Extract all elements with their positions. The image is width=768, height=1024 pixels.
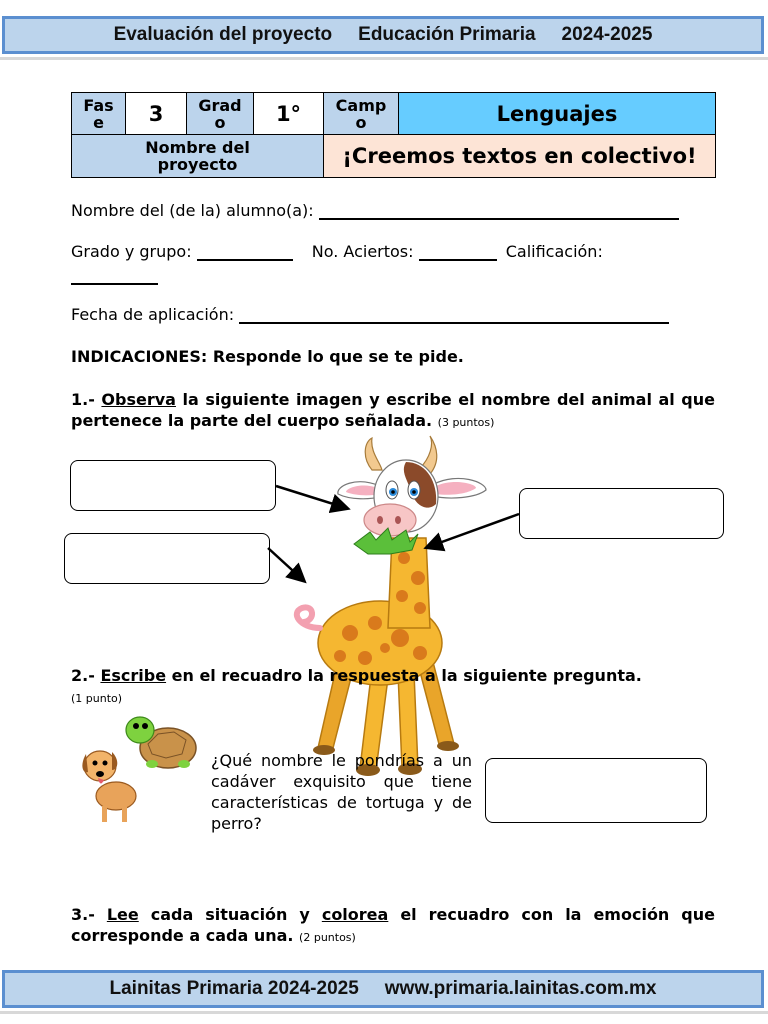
q3-verb-2: colorea bbox=[321, 905, 389, 924]
footer-left: Lainitas Primaria 2024-2025 bbox=[109, 978, 359, 999]
instructions: INDICACIONES: Responde lo que se te pide. bbox=[71, 347, 464, 366]
header-level: Educación Primaria bbox=[358, 24, 536, 45]
grado-value: 1° bbox=[254, 93, 324, 135]
question-3 bbox=[71, 904, 715, 948]
footer-band bbox=[2, 970, 764, 1008]
q2-answer-box[interactable] bbox=[485, 758, 707, 823]
q1-points: (3 puntos) bbox=[437, 416, 495, 429]
correct-label: No. Aciertos: bbox=[311, 242, 414, 261]
q2-text: en el recuadro la respuesta a la siguiente pregunta. bbox=[171, 666, 642, 685]
q3-number: 3.- bbox=[71, 905, 95, 924]
score-label: Calificación: bbox=[505, 242, 603, 261]
project-label: Nombre del proyecto bbox=[72, 135, 324, 178]
fase-value: 3 bbox=[126, 93, 187, 135]
q3-mid-text: cada situación y bbox=[150, 905, 310, 924]
dog-turtle-illustration bbox=[78, 708, 202, 828]
student-name-label: Nombre del (de la) alumno(a): bbox=[71, 201, 314, 220]
grade-group-label: Grado y grupo: bbox=[71, 242, 192, 261]
fase-label: Fas e bbox=[72, 93, 126, 135]
grado-label: Grad o bbox=[187, 93, 254, 135]
q1-text: la siguiente imagen y escribe el nombre del animal al que pertenece la parte del cuerpo señalada. bbox=[71, 390, 716, 430]
project-value: ¡Creemos textos en colectivo! bbox=[324, 135, 716, 178]
q2-verb: Escribe bbox=[100, 666, 167, 685]
q3-points: (2 puntos) bbox=[299, 931, 356, 944]
q2-question-text: ¿Qué nombre le pondrías a un cadáver exquisito que tiene características de tortuga y de perro? bbox=[211, 751, 472, 833]
q2-number: 2.- bbox=[71, 666, 95, 685]
q2-points: (1 punto) bbox=[71, 692, 123, 705]
q1-verb: Observa bbox=[101, 390, 176, 409]
q3-text: el recuadro con la emoción que corresponde a cada una. bbox=[71, 905, 715, 945]
date-label: Fecha de aplicación: bbox=[71, 305, 235, 324]
footer-url[interactable]: www.primaria.lainitas.com.mx bbox=[384, 978, 657, 999]
header-title: Evaluación del proyecto bbox=[113, 24, 333, 45]
question-2 bbox=[71, 665, 715, 709]
header-year: 2024-2025 bbox=[561, 24, 653, 45]
campo-value: Lenguajes bbox=[399, 93, 716, 135]
campo-label: Camp o bbox=[324, 93, 399, 135]
footer-shadow bbox=[0, 1011, 768, 1014]
q3-verb-1: Lee bbox=[106, 905, 139, 924]
q1-number: 1.- bbox=[71, 390, 95, 409]
